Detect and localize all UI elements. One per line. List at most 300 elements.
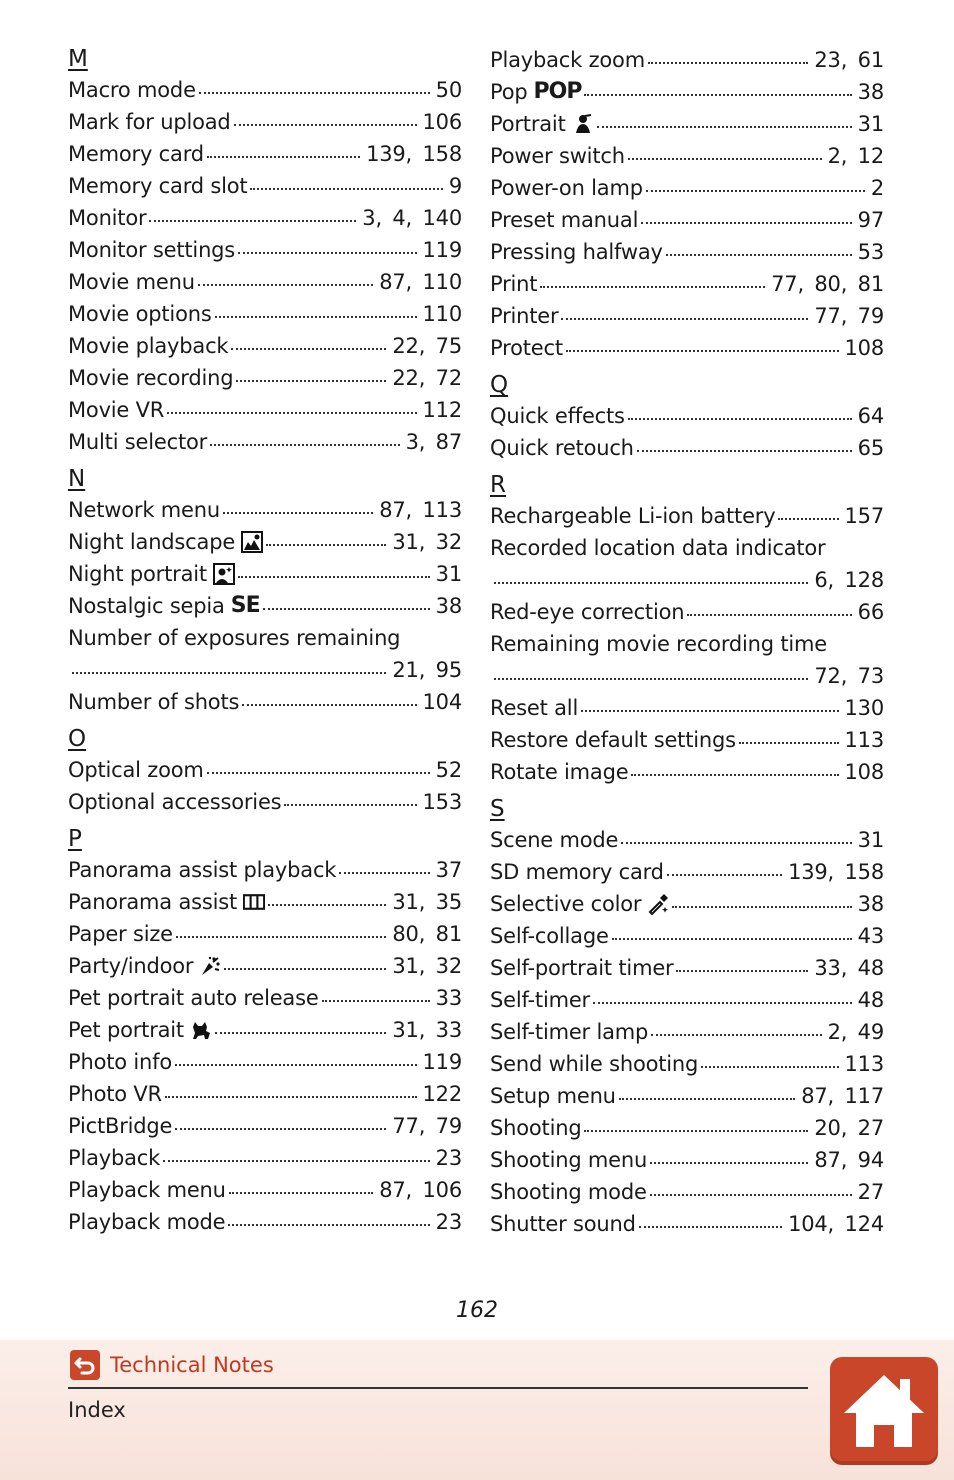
leader-dots — [238, 572, 430, 578]
index-entry-pages[interactable]: 3, 87 — [405, 430, 462, 454]
return-arrow-icon — [70, 1350, 100, 1380]
index-letter-heading: S — [490, 796, 505, 822]
index-entry-term[interactable]: Shooting menu — [490, 1148, 648, 1172]
index-entry-pages[interactable]: 31, 33 — [392, 1018, 462, 1042]
index-entry-pages[interactable]: 130 — [844, 696, 884, 720]
index-entry-pages[interactable]: 72, 73 — [814, 664, 884, 688]
index-entry-term-wrap — [490, 724, 736, 756]
leader-dots — [215, 312, 417, 318]
page-number: 162 — [456, 1298, 498, 1323]
index-entry-pages[interactable]: 104, 124 — [788, 1212, 884, 1236]
mode-icon-text: POP — [533, 79, 582, 104]
index-entry-term[interactable]: Preset manual — [490, 208, 639, 232]
index-entry-pages[interactable]: 23 — [435, 1146, 462, 1170]
leader-dots — [229, 1188, 373, 1194]
index-entry[interactable] — [490, 172, 884, 204]
index-entry[interactable] — [490, 596, 884, 628]
index-entry-term[interactable]: Night landscape — [68, 530, 236, 554]
index-entry-pages[interactable]: 20, 27 — [814, 1116, 884, 1140]
index-entry-pages[interactable]: 9 — [448, 174, 462, 198]
index-entry-term[interactable]: Self-timer — [490, 988, 590, 1012]
index-entry-pages[interactable]: 23 — [435, 1210, 462, 1234]
index-entry[interactable] — [68, 1046, 462, 1078]
index-entry[interactable] — [490, 500, 884, 532]
index-entry-term[interactable]: Paper size — [68, 922, 173, 946]
index-entry-pages[interactable]: 6, 128 — [814, 568, 884, 592]
index-entry[interactable] — [68, 786, 462, 818]
index-entry[interactable] — [68, 654, 462, 686]
leader-dots — [666, 250, 852, 256]
index-entry[interactable] — [68, 754, 462, 786]
index-entry-term-wrap — [68, 1078, 162, 1110]
index-entry-pages[interactable]: 64 — [857, 404, 884, 428]
index-entry-term-wrap — [68, 106, 231, 138]
index-entry-pages[interactable]: 113 — [844, 1052, 884, 1076]
index-entry[interactable] — [68, 982, 462, 1014]
leader-dots — [581, 706, 838, 712]
leader-dots — [701, 1062, 838, 1068]
index-entry[interactable] — [490, 1080, 884, 1112]
index-entry-pages[interactable]: 108 — [844, 760, 884, 784]
index-entry-term[interactable]: Self-portrait timer — [490, 956, 674, 980]
index-entry-term[interactable]: Portrait — [490, 112, 566, 136]
leader-dots — [540, 282, 765, 288]
index-entry-term[interactable]: Self-timer lamp — [490, 1020, 649, 1044]
index-entry[interactable] — [68, 106, 462, 138]
leader-dots — [72, 668, 386, 674]
index-entry-term-wrap — [68, 558, 235, 590]
index-entry[interactable] — [490, 268, 884, 300]
index-entry-pages[interactable]: 87, 113 — [379, 498, 462, 522]
index-entry-pages[interactable]: 87, 110 — [379, 270, 462, 294]
index-entry-term[interactable]: Playback — [68, 1146, 161, 1170]
index-entry[interactable] — [490, 108, 884, 140]
index-entry-term[interactable]: Quick retouch — [490, 436, 634, 460]
index-entry-pages[interactable]: 139, 158 — [366, 142, 462, 166]
index-entry[interactable] — [68, 1142, 462, 1174]
index-entry-term[interactable]: Power switch — [490, 144, 625, 168]
index-entry-term-wrap — [490, 1144, 647, 1176]
mode-icon-text: SE — [230, 593, 260, 618]
leader-dots — [676, 966, 808, 972]
index-entry[interactable] — [68, 1110, 462, 1142]
index-entry-term-wrap — [490, 204, 638, 236]
index-entry[interactable] — [68, 558, 462, 590]
index-entry-term[interactable]: Movie VR — [68, 398, 165, 422]
leader-dots — [224, 964, 386, 970]
index-entry-term[interactable]: Optional accessories — [68, 790, 282, 814]
index-entry-pages[interactable]: 119 — [422, 1050, 462, 1074]
index-letter-heading: R — [490, 472, 506, 498]
index-entry-pages[interactable]: 108 — [844, 336, 884, 360]
index-entry-term-wrap — [490, 236, 663, 268]
index-entry-term[interactable]: Macro mode — [68, 78, 196, 102]
index-entry[interactable] — [68, 1174, 462, 1206]
index-entry-pages[interactable]: 77, 79 — [392, 1114, 462, 1138]
index-entry-term-wrap — [490, 76, 581, 108]
leader-dots — [778, 514, 838, 520]
footer-divider — [68, 1387, 808, 1389]
index-entry-pages[interactable]: 53 — [857, 240, 884, 264]
index-entry-term[interactable]: Remaining movie recording time — [490, 632, 828, 656]
index-entry[interactable] — [490, 1112, 884, 1144]
index-entry-pages[interactable]: 31, 32 — [392, 954, 462, 978]
index-entry-term[interactable]: Restore default settings — [490, 728, 736, 752]
index-entry-pages[interactable]: 22, 75 — [392, 334, 462, 358]
index-entry-term[interactable]: Nostalgic sepia — [68, 594, 225, 618]
index-entry-pages[interactable]: 157 — [844, 504, 884, 528]
index-entry-term[interactable]: Panorama assist — [68, 890, 238, 914]
leader-dots — [165, 1092, 417, 1098]
index-entry-pages[interactable]: 80, 81 — [392, 922, 462, 946]
leader-dots — [641, 218, 851, 224]
index-entry-pages[interactable]: 31 — [857, 828, 884, 852]
index-entry-term[interactable]: Send while shooting — [490, 1052, 699, 1076]
index-entry-term[interactable]: Playback mode — [68, 1210, 226, 1234]
index-entry-pages[interactable]: 31, 32 — [392, 530, 462, 554]
index-entry-term[interactable]: Shooting mode — [490, 1180, 647, 1204]
index-entry-term-wrap — [68, 138, 204, 170]
index-entry[interactable] — [68, 918, 462, 950]
index-entry[interactable] — [490, 1144, 884, 1176]
index-letter-heading: O — [68, 726, 87, 752]
index-entry-pages[interactable]: 106 — [422, 110, 462, 134]
index-entry-term[interactable]: Party/indoor — [68, 954, 194, 978]
index-entry-term[interactable]: Playback zoom — [490, 48, 645, 72]
index-entry-term-wrap — [68, 266, 195, 298]
index-entry[interactable] — [490, 400, 884, 432]
leader-dots — [242, 700, 416, 706]
index-entry[interactable] — [68, 1078, 462, 1110]
index-entry-pages[interactable]: 97 — [857, 208, 884, 232]
index-entry-pages[interactable]: 139, 158 — [788, 860, 884, 884]
index-entry[interactable] — [490, 300, 884, 332]
index-entry-pages[interactable]: 50 — [435, 78, 462, 102]
index-entry-term-wrap — [490, 268, 537, 300]
home-icon — [840, 1367, 928, 1455]
index-entry-term[interactable]: Memory card — [68, 142, 204, 166]
index-entry-pages[interactable]: 77, 80, 81 — [771, 272, 884, 296]
index-entry-term-wrap — [490, 432, 634, 464]
index-entry-term-wrap — [68, 1206, 225, 1238]
index-entry[interactable] — [490, 920, 884, 952]
index-column-left — [68, 44, 462, 1238]
index-entry-term[interactable]: Scene mode — [490, 828, 619, 852]
leader-dots — [284, 800, 416, 806]
index-entry-term[interactable]: Pet portrait auto release — [68, 986, 319, 1010]
index-entry[interactable] — [68, 298, 462, 330]
index-entry-term-wrap — [490, 300, 558, 332]
index-entry-term[interactable]: Memory card slot — [68, 174, 248, 198]
index-entry-pages[interactable]: 87, 106 — [379, 1178, 462, 1202]
index-entry-pages[interactable]: 31 — [857, 112, 884, 136]
index-entry-term-wrap — [68, 362, 233, 394]
index-entry-term[interactable]: Selective color — [490, 892, 642, 916]
index-entry-term-wrap — [490, 952, 673, 984]
index-entry-term[interactable]: Movie menu — [68, 270, 195, 294]
leader-dots — [651, 1030, 821, 1036]
index-entry-pages[interactable]: 48 — [857, 988, 884, 1012]
index-entry-term[interactable]: Multi selector — [68, 430, 208, 454]
index-entry[interactable] — [68, 1206, 462, 1238]
index-entry-pages[interactable]: 153 — [422, 790, 462, 814]
index-entry-pages[interactable]: 43 — [857, 924, 884, 948]
index-entry-term[interactable]: Printer — [490, 304, 559, 328]
index-entry[interactable] — [490, 204, 884, 236]
index-entry-term[interactable]: Number of shots — [68, 690, 240, 714]
index-entry-pages[interactable]: 122 — [422, 1082, 462, 1106]
index-entry-term-wrap — [68, 982, 319, 1014]
index-entry-term[interactable]: Pressing halfway — [490, 240, 663, 264]
index-entry-term[interactable]: Reset all — [490, 696, 579, 720]
index-letter-heading: N — [68, 466, 86, 492]
index-entry-term[interactable]: Panorama assist playback — [68, 858, 337, 882]
index-entry[interactable] — [490, 724, 884, 756]
leader-dots — [228, 1220, 429, 1226]
leader-dots — [619, 1094, 795, 1100]
index-entry[interactable] — [68, 590, 462, 622]
index-entry[interactable] — [490, 1176, 884, 1208]
index-entry[interactable] — [68, 330, 462, 362]
index-entry[interactable] — [490, 952, 884, 984]
leader-dots — [687, 610, 851, 616]
index-entry-term[interactable]: Monitor — [68, 206, 147, 230]
index-entry-pages[interactable]: 87, 94 — [814, 1148, 884, 1172]
index-entry-pages[interactable]: 33 — [435, 986, 462, 1010]
index-entry-term[interactable]: Protect — [490, 336, 563, 360]
index-entry-term-wrap — [68, 1046, 172, 1078]
index-entry-pages[interactable]: 38 — [857, 892, 884, 916]
index-entry-term[interactable]: SD memory card — [490, 860, 664, 884]
portrait-icon — [572, 113, 594, 135]
leader-dots — [339, 868, 429, 874]
leader-dots — [739, 738, 839, 744]
index-entry-term[interactable]: Movie options — [68, 302, 212, 326]
index-entry-pages[interactable]: 87, 117 — [801, 1084, 884, 1108]
index-entry-term[interactable]: Power-on lamp — [490, 176, 643, 200]
index-entry-term[interactable]: Setup menu — [490, 1084, 616, 1108]
index-entry-term-wrap — [490, 44, 645, 76]
leader-dots — [149, 216, 356, 222]
index-entry-pages[interactable]: 21, 95 — [392, 658, 462, 682]
index-entry-term[interactable]: Movie playback — [68, 334, 229, 358]
index-entry-term-wrap — [68, 918, 173, 950]
index-entry[interactable] — [68, 394, 462, 426]
leader-dots — [639, 1222, 782, 1228]
index-entry-term[interactable]: Photo VR — [68, 1082, 162, 1106]
index-entry[interactable] — [490, 660, 884, 692]
leader-dots — [199, 88, 430, 94]
leader-dots — [667, 870, 782, 876]
index-entry[interactable] — [490, 824, 884, 856]
index-entry-term[interactable]: Recorded location data indicator — [490, 536, 826, 560]
index-entry[interactable] — [490, 236, 884, 268]
index-entry-term[interactable]: Shooting — [490, 1116, 582, 1140]
index-entry-pages[interactable]: 113 — [844, 728, 884, 752]
index-entry-pages[interactable]: 22, 72 — [392, 366, 462, 390]
leader-dots — [175, 1060, 417, 1066]
index-entry-pages[interactable]: 119 — [422, 238, 462, 262]
index-entry-pages[interactable]: 112 — [422, 398, 462, 422]
index-entry-term-wrap — [68, 1174, 226, 1206]
index-entry-term-wrap — [490, 1016, 648, 1048]
leader-dots — [207, 768, 430, 774]
index-entry-term[interactable]: Number of exposures remaining — [68, 626, 401, 650]
index-entry[interactable] — [68, 526, 462, 558]
index-entry-pages[interactable]: 2, 12 — [827, 144, 884, 168]
index-entry-term[interactable]: Red-eye correction — [490, 600, 685, 624]
index-entry-pages[interactable]: 2 — [870, 176, 884, 200]
index-entry-pages[interactable]: 110 — [422, 302, 462, 326]
index-entry-pages[interactable]: 2, 49 — [827, 1020, 884, 1044]
index-entry-term-wrap — [490, 888, 669, 920]
index-entry[interactable] — [490, 888, 884, 920]
index-entry-term[interactable]: Rechargeable Li-ion battery — [490, 504, 776, 528]
index-entry[interactable] — [490, 140, 884, 172]
index-entry-term[interactable]: Movie recording — [68, 366, 234, 390]
index-entry[interactable] — [68, 202, 462, 234]
index-entry-term[interactable]: Photo info — [68, 1050, 172, 1074]
index-entry-term-wrap — [490, 1176, 647, 1208]
leader-dots — [561, 314, 808, 320]
index-entry-pages[interactable]: 23, 61 — [814, 48, 884, 72]
index-entry-term-wrap — [68, 1142, 160, 1174]
leader-dots — [593, 998, 852, 1004]
index-entry-pages[interactable]: 104 — [422, 690, 462, 714]
leader-dots — [198, 280, 373, 286]
index-letter-heading: P — [68, 826, 82, 852]
index-entry-term[interactable]: Pop — [490, 80, 528, 104]
index-entry-term-wrap — [68, 298, 212, 330]
index-entry[interactable] — [68, 74, 462, 106]
index-entry-term-wrap — [490, 984, 590, 1016]
leader-dots — [631, 770, 838, 776]
leader-dots — [648, 58, 808, 64]
index-entry[interactable] — [490, 432, 884, 464]
leader-dots — [637, 446, 852, 452]
index-entry-pages[interactable]: 37 — [435, 858, 462, 882]
index-entry[interactable] — [68, 266, 462, 298]
index-entry[interactable] — [490, 76, 884, 108]
index-entry[interactable] — [490, 44, 884, 76]
leader-dots — [621, 838, 851, 844]
leader-dots — [266, 540, 386, 546]
index-entry-term-wrap — [68, 494, 220, 526]
leader-dots — [628, 414, 852, 420]
index-entry-term-wrap — [68, 330, 228, 362]
index-entry-pages[interactable]: 31 — [435, 562, 462, 586]
index-entry-term-wrap — [490, 400, 625, 432]
index-entry-pages[interactable]: 77, 79 — [814, 304, 884, 328]
index-entry-term-wrap — [490, 756, 628, 788]
leader-dots — [250, 184, 442, 190]
index-entry[interactable] — [68, 170, 462, 202]
index-entry[interactable] — [490, 1208, 884, 1240]
index-entry-term-wrap — [68, 886, 265, 918]
index-entry-term[interactable]: PictBridge — [68, 1114, 173, 1138]
index-entry-term-wrap — [68, 686, 239, 718]
index-entry-term[interactable]: Night portrait — [68, 562, 207, 586]
index-entry[interactable] — [68, 426, 462, 458]
index-entry[interactable] — [490, 756, 884, 788]
leader-dots — [584, 90, 851, 96]
leader-dots — [650, 1190, 852, 1196]
section-link[interactable] — [70, 1350, 274, 1380]
index-entry[interactable] — [68, 950, 462, 982]
leader-dots — [494, 674, 808, 680]
index-entry-term[interactable]: Optical zoom — [68, 758, 204, 782]
index-entry[interactable] — [68, 362, 462, 394]
index-entry[interactable] — [68, 138, 462, 170]
index-entry[interactable] — [490, 564, 884, 596]
leader-dots — [597, 122, 852, 128]
index-entry-pages[interactable]: 27 — [857, 1180, 884, 1204]
index-entry-pages[interactable]: 52 — [435, 758, 462, 782]
index-entry[interactable] — [68, 686, 462, 718]
index-entry-term-wrap — [68, 74, 196, 106]
index-entry-term[interactable]: Quick effects — [490, 404, 625, 428]
index-entry-term[interactable]: Rotate image — [490, 760, 629, 784]
index-entry-pages[interactable]: 3, 4, 140 — [362, 206, 462, 230]
leader-dots — [176, 932, 387, 938]
index-entry-pages[interactable]: 65 — [857, 436, 884, 460]
index-entry-term-wrap — [490, 500, 775, 532]
party-icon — [199, 955, 221, 977]
index-entry[interactable] — [68, 494, 462, 526]
index-entry-term-wrap — [68, 426, 207, 458]
night-portrait-icon — [213, 563, 235, 585]
index-entry-pages[interactable]: 38 — [435, 594, 462, 618]
index-entry-term-wrap — [490, 332, 563, 364]
index-entry[interactable] — [490, 692, 884, 724]
index-entry-term[interactable]: Self-collage — [490, 924, 609, 948]
index-entry-term[interactable]: Monitor settings — [68, 238, 236, 262]
index-entry-term-wrap — [490, 692, 578, 724]
index-entry[interactable] — [490, 1048, 884, 1080]
index-entry[interactable] — [68, 886, 462, 918]
index-entry-term[interactable]: Pet portrait — [68, 1018, 184, 1042]
index-entry-term[interactable]: Print — [490, 272, 538, 296]
index-entry-term[interactable]: Network menu — [68, 498, 220, 522]
index-entry-term-wrap — [490, 172, 643, 204]
index-entry-term[interactable]: Mark for upload — [68, 110, 231, 134]
index-entry-term[interactable]: Playback menu — [68, 1178, 226, 1202]
index-entry[interactable] — [490, 1016, 884, 1048]
index-entry[interactable] — [490, 984, 884, 1016]
night-landscape-icon — [241, 531, 263, 553]
index-entry-pages[interactable]: 33, 48 — [814, 956, 884, 980]
leader-dots — [584, 1126, 808, 1132]
leader-dots — [175, 1124, 386, 1130]
index-entry-term-wrap — [490, 824, 618, 856]
section-label[interactable]: Technical Notes — [110, 1353, 274, 1377]
index-entry-pages[interactable]: 66 — [857, 600, 884, 624]
index-entry[interactable] — [68, 1014, 462, 1046]
index-entry[interactable] — [68, 234, 462, 266]
footer-sub-label: Index — [68, 1398, 126, 1422]
home-button[interactable] — [830, 1357, 938, 1465]
index-entry[interactable] — [490, 856, 884, 888]
leader-dots — [566, 346, 839, 352]
index-entry-term-wrap — [68, 590, 260, 622]
index-entry[interactable] — [68, 854, 462, 886]
index-entry-term[interactable]: Shutter sound — [490, 1212, 636, 1236]
index-entry[interactable] — [490, 332, 884, 364]
index-entry-pages[interactable]: 31, 35 — [392, 890, 462, 914]
leader-dots — [236, 376, 386, 382]
index-entry-pages[interactable]: 38 — [857, 80, 884, 104]
leader-dots — [215, 1028, 386, 1034]
